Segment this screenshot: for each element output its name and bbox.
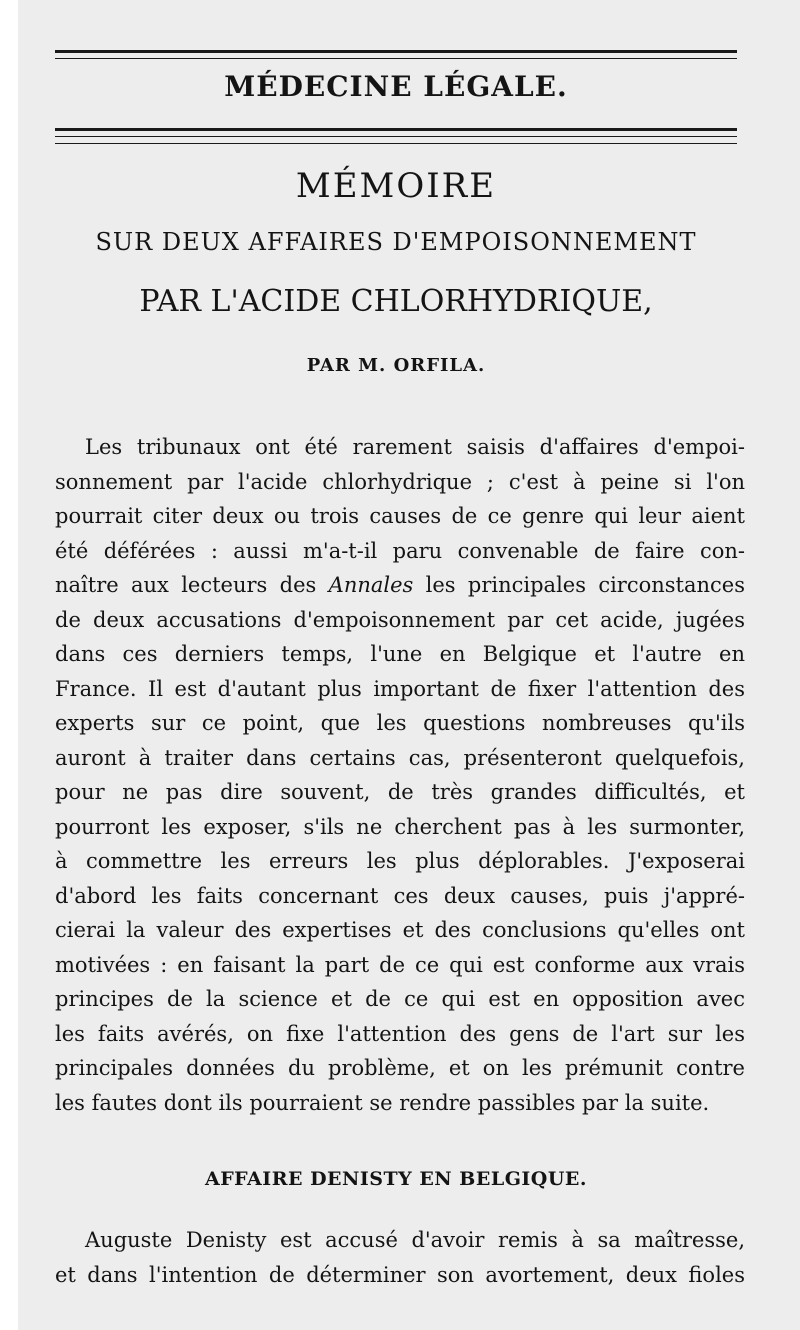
- text-line: pourrait citer deux ou trois causes de ce genre qui leur aient: [55, 504, 745, 528]
- text-line: pour ne pas dire souvent, de très grandes difficultés, et: [55, 780, 745, 804]
- text-line: principes de la science et de ce qui est en opposition avec: [55, 987, 745, 1011]
- header-rule-thin-2: [55, 143, 737, 144]
- text-line: [55, 568, 745, 603]
- text-line: pourront les exposer, s'ils ne cherchent pas à les surmonter,: [55, 814, 745, 839]
- text-line: Les tribunaux ont été rarement saisis d'affaires d'empoi-: [85, 435, 745, 459]
- case-heading: AFFAIRE DENISTY EN BELGIQUE.: [204, 1168, 588, 1190]
- section-title: MÉDECINE LÉGALE.: [224, 70, 568, 103]
- text-line: cierai la valeur des expertises et des conclusions qu'elles ont: [55, 918, 745, 942]
- header-rule: [55, 128, 737, 131]
- page-margin: [0, 0, 18, 1330]
- text-segment: les principales circonstances: [425, 573, 745, 597]
- top-rule-thin: [55, 58, 737, 59]
- text-line: Auguste Denisty est accusé d'avoir remis à sa maîtresse,: [85, 1228, 745, 1252]
- article-title: MÉMOIRE: [295, 166, 497, 206]
- text-line: les fautes dont ils pourraient se rendre passibles par la suite.: [55, 1090, 710, 1115]
- paragraph-case: [55, 1223, 745, 1292]
- top-rule: [55, 50, 737, 53]
- text-line: les faits avérés, on fixe l'attention des gens de l'art sur les: [55, 1021, 745, 1046]
- text-line: auront à traiter dans certains cas, présenteront quelquefois,: [55, 745, 745, 770]
- paragraph-intro: [55, 430, 745, 1120]
- text-line: dans ces derniers temps, l'une en Belgique et l'autre en: [55, 642, 745, 666]
- article-subtitle-line2: PAR L'ACIDE CHLORHYDRIQUE,: [139, 284, 653, 319]
- article-subtitle-line1: SUR DEUX AFFAIRES D'EMPOISONNEMENT: [95, 228, 697, 256]
- article-author: PAR M. ORFILA.: [306, 355, 486, 376]
- text-segment: naître aux lecteurs des: [55, 573, 317, 597]
- text-line: experts sur ce point, que les questions nombreuses qu'ils: [55, 711, 745, 735]
- text-line: sonnement par l'acide chlorhydrique ; c'est à peine si l'on: [55, 469, 745, 494]
- text-line: de deux accusations d'empoisonnement par cet acide, jugées: [55, 607, 745, 632]
- text-line: d'abord les faits concernant ces deux causes, puis j'appré-: [55, 883, 745, 908]
- text-line: principales données du problème, et on les prémunit contre: [55, 1056, 745, 1080]
- journal-name: Annales: [328, 573, 414, 597]
- text-line: été déférées : aussi m'a-t-il paru convenable de faire con-: [55, 538, 745, 563]
- text-line: motivées : en faisant la part de ce qui est conforme aux vrais: [55, 952, 745, 977]
- text-line: et dans l'intention de déterminer son avortement, deux fioles: [55, 1262, 745, 1287]
- text-line: à commettre les erreurs les plus déplorables. J'exposerai: [55, 849, 745, 873]
- text-line: France. Il est d'autant plus important de fixer l'attention des: [55, 676, 745, 701]
- header-rule-thin: [55, 136, 737, 137]
